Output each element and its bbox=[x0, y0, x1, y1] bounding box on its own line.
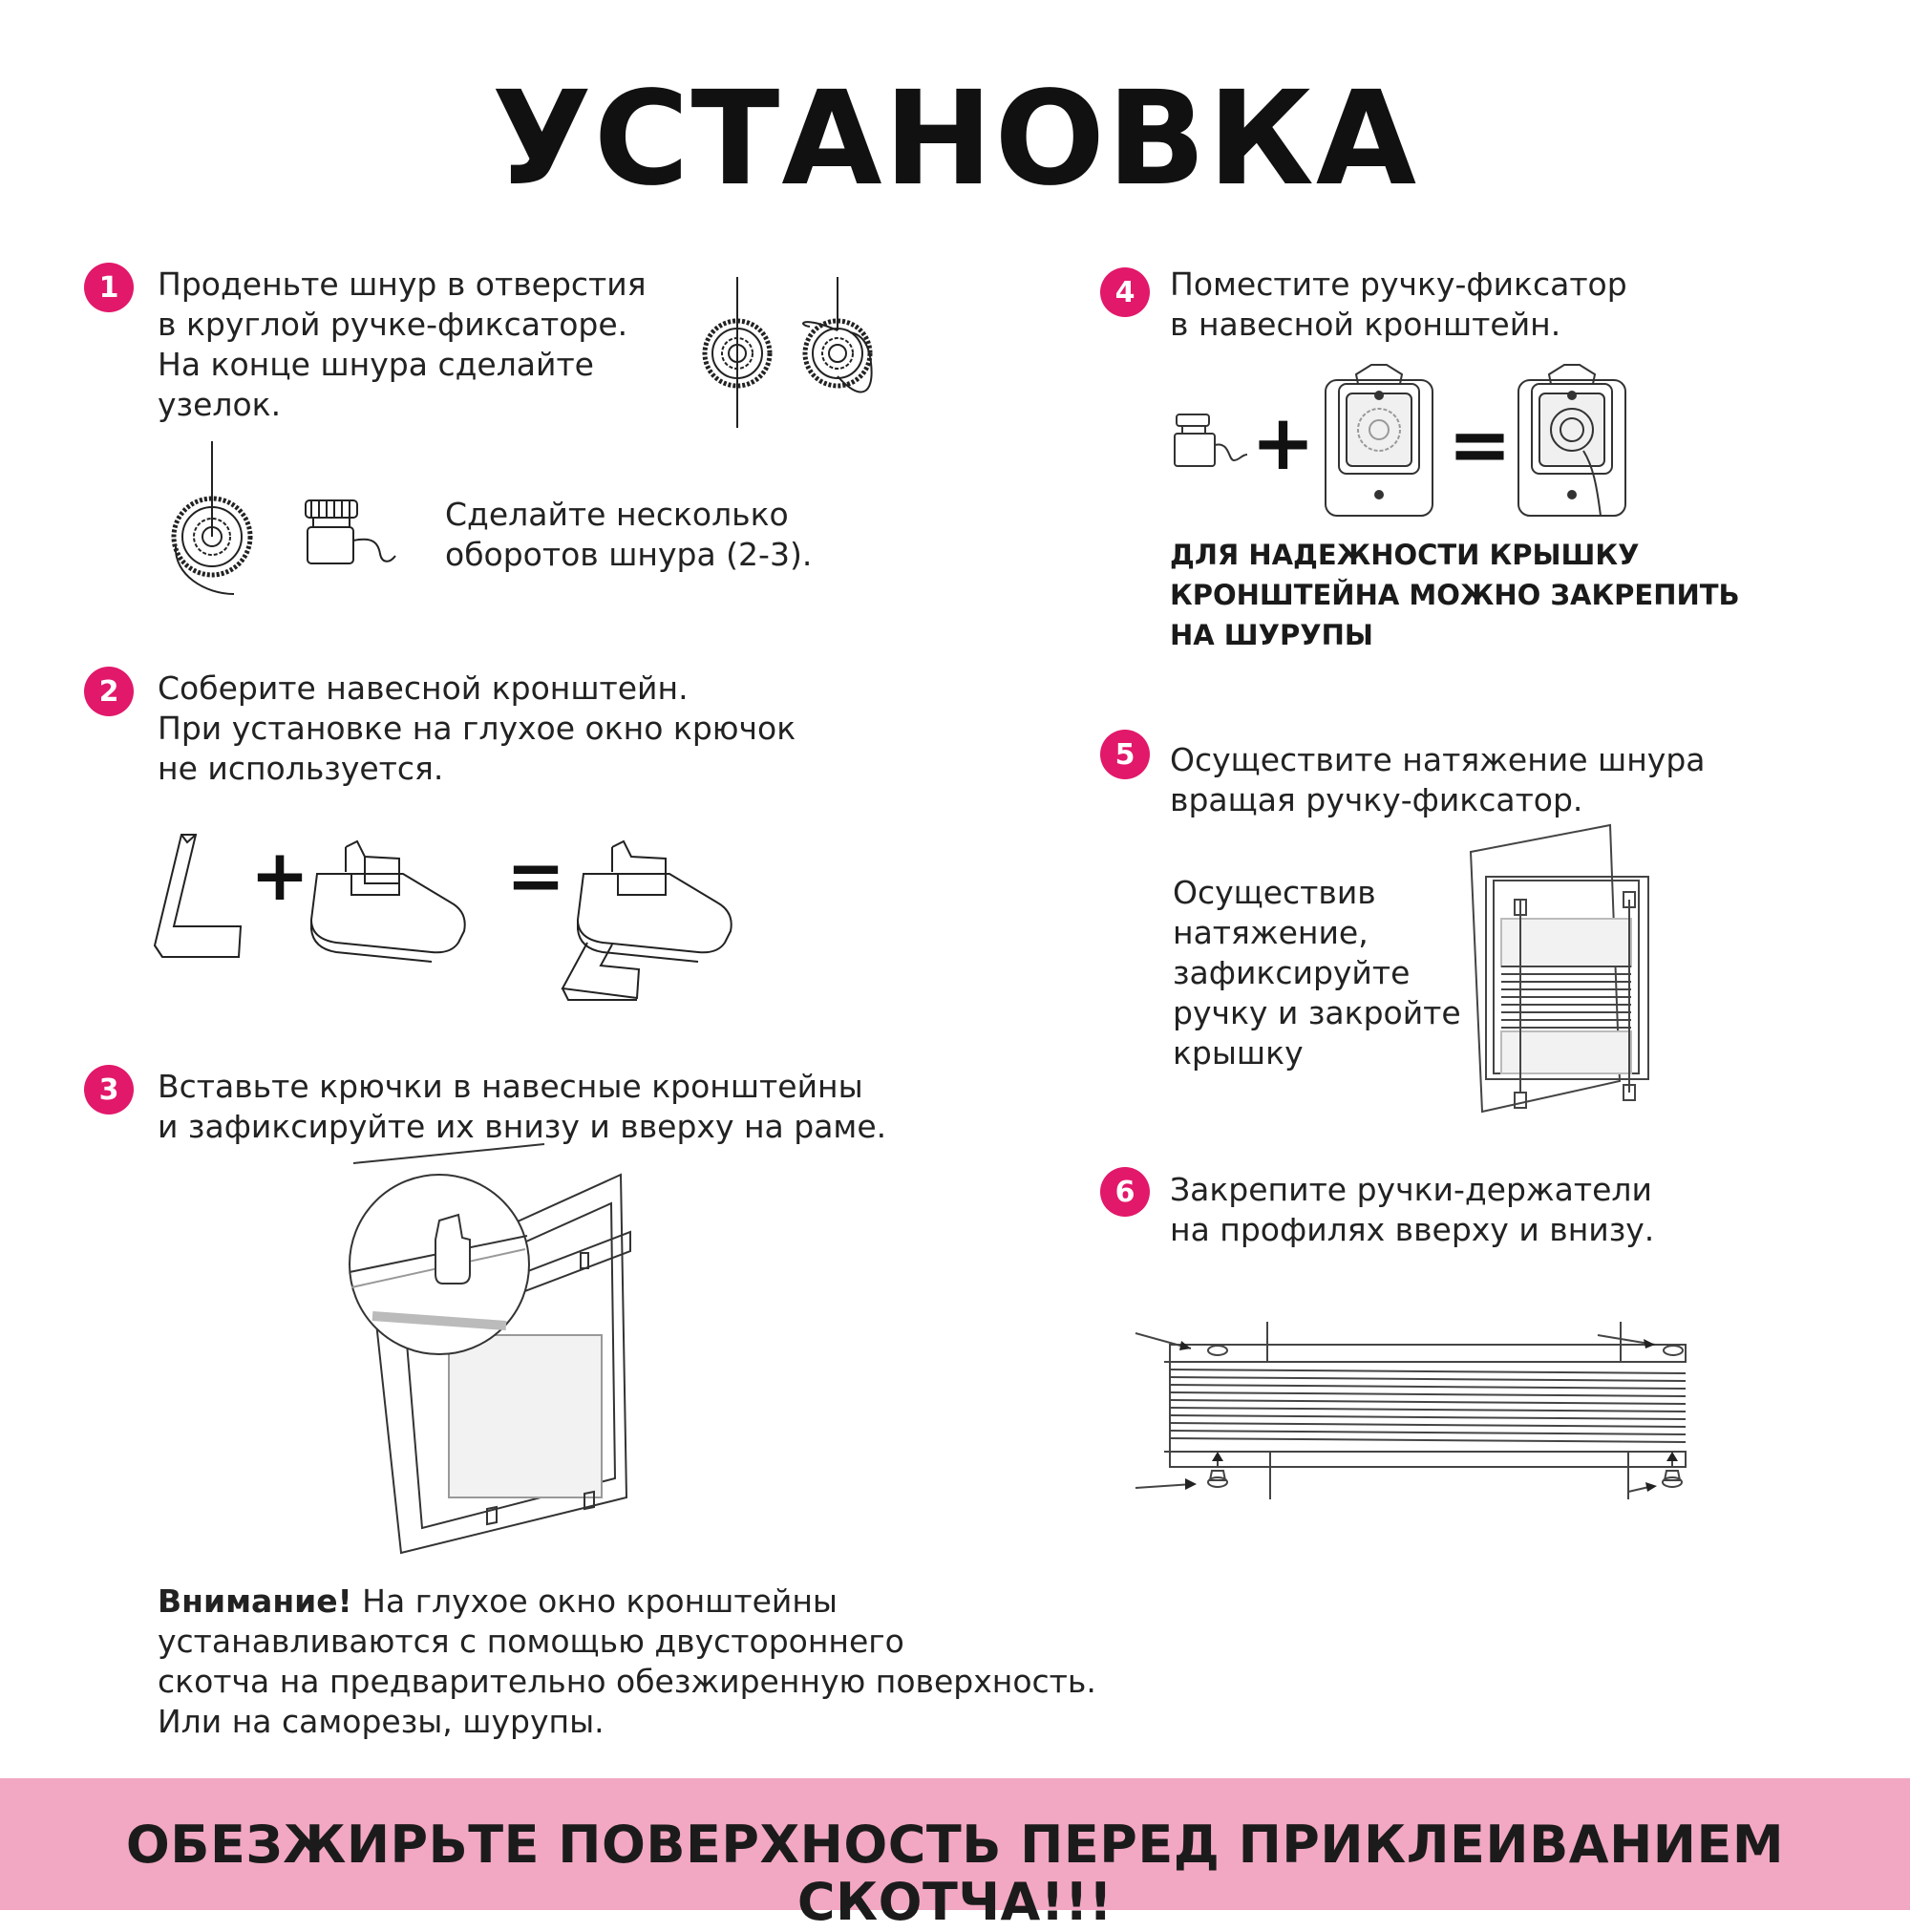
step-1-subline: оборотов шнура (2-3). bbox=[445, 536, 813, 573]
warning-line: скотча на предварительно обезжиренную поверхность. bbox=[158, 1663, 1096, 1700]
step-4-note-line: ДЛЯ НАДЕЖНОСТИ КРЫШКУ bbox=[1170, 539, 1640, 571]
step-4-note-line: КРОНШТЕЙНА МОЖНО ЗАКРЕПИТЬ bbox=[1170, 579, 1740, 611]
equals-sign: = bbox=[1448, 400, 1513, 489]
tensioned-blind-illustration bbox=[1467, 823, 1658, 1115]
step-1-line: узелок. bbox=[158, 386, 282, 423]
step-3-line: и зафиксируйте их внизу и вверху на раме. bbox=[158, 1108, 887, 1145]
equals-sign: = bbox=[506, 835, 566, 917]
knob-small-illustration bbox=[1173, 413, 1249, 470]
step-1-line: На конце шнура сделайте bbox=[158, 346, 594, 383]
step-1-line: в круглой ручке-фиксаторе. bbox=[158, 306, 628, 343]
warning-line bbox=[158, 1582, 1096, 1622]
bracket-with-knob-illustration bbox=[1517, 361, 1627, 519]
step-5-line: вращая ручку-фиксатор. bbox=[1170, 781, 1583, 818]
step-5-subline: Осуществив bbox=[1173, 874, 1376, 911]
step-6-line: Закрепите ручки-держатели bbox=[1170, 1171, 1652, 1208]
warning-bold: Внимание! bbox=[158, 1582, 352, 1620]
step-2-line: При установке на глухое окно крючок bbox=[158, 710, 796, 747]
step-6-text bbox=[1170, 1170, 1654, 1250]
step-5-text bbox=[1170, 740, 1706, 820]
step-5-line: Осуществите натяжение шнура bbox=[1170, 741, 1706, 778]
step-1-badge: 1 bbox=[84, 263, 134, 312]
step-6-badge: 6 bbox=[1100, 1167, 1150, 1217]
step-4-note bbox=[1170, 535, 1740, 655]
warning-line: устанавливаются с помощью двустороннего bbox=[158, 1623, 904, 1660]
step-5-subline: зафиксируйте bbox=[1173, 954, 1411, 991]
page-title: УСТАНОВКА bbox=[491, 64, 1419, 215]
step-5-badge: 5 bbox=[1100, 730, 1150, 779]
bottom-banner bbox=[0, 1778, 1910, 1932]
warning-text bbox=[158, 1582, 1096, 1742]
plus-sign: + bbox=[250, 835, 310, 917]
step-4-note-line: НА ШУРУПЫ bbox=[1170, 619, 1373, 651]
plus-sign: + bbox=[1251, 398, 1316, 487]
step-4-line: Поместите ручку-фиксатор bbox=[1170, 265, 1627, 303]
step-3-line: Вставьте крючки в навесные кронштейны bbox=[158, 1068, 863, 1105]
step-2-line: Соберите навесной кронштейн. bbox=[158, 669, 689, 707]
step-4-line: в навесной кронштейн. bbox=[1170, 306, 1561, 343]
step-5-subline: крышку bbox=[1173, 1034, 1304, 1072]
step-5-subtext bbox=[1173, 873, 1461, 1073]
step-1-text bbox=[158, 265, 647, 425]
step-5-subline: натяжение, bbox=[1173, 914, 1369, 951]
knob-side-knot-illustration bbox=[304, 499, 399, 567]
knob-threading-illustration bbox=[697, 277, 888, 430]
step-1-subtext bbox=[445, 495, 812, 575]
step-4-badge: 4 bbox=[1100, 267, 1150, 317]
profile-holders-illustration bbox=[1132, 1318, 1705, 1504]
hook-illustration bbox=[153, 831, 248, 965]
window-hooks-illustration bbox=[344, 1173, 649, 1555]
bracket-assembled-illustration bbox=[559, 836, 740, 1003]
step-2-badge: 2 bbox=[84, 667, 134, 716]
step-6-line: на профилях вверху и внизу. bbox=[1170, 1211, 1655, 1248]
step-3-text bbox=[158, 1067, 886, 1147]
step-1-subline: Сделайте несколько bbox=[445, 496, 789, 533]
step-5-subline: ручку и закройте bbox=[1173, 994, 1461, 1031]
step-3-badge: 3 bbox=[84, 1065, 134, 1115]
step-1-line: Проденьте шнур в отверстия bbox=[158, 265, 647, 303]
warning-line: Или на саморезы, шурупы. bbox=[158, 1703, 605, 1740]
banner-text: ОБЕЗЖИРЬТЕ ПОВЕРХНОСТЬ ПЕРЕД ПРИКЛЕИВАНИЕМ СКОТЧА!!! bbox=[125, 1815, 1785, 1932]
step-2-line: не используется. bbox=[158, 750, 444, 787]
warning-line-rest: На глухое окно кронштейны bbox=[351, 1582, 838, 1620]
step-4-text bbox=[1170, 265, 1627, 345]
knob-wrapped-cord-illustration bbox=[162, 441, 258, 599]
step-2-text bbox=[158, 669, 796, 789]
bracket-open-illustration bbox=[1324, 361, 1434, 519]
bracket-illustration bbox=[308, 836, 470, 955]
